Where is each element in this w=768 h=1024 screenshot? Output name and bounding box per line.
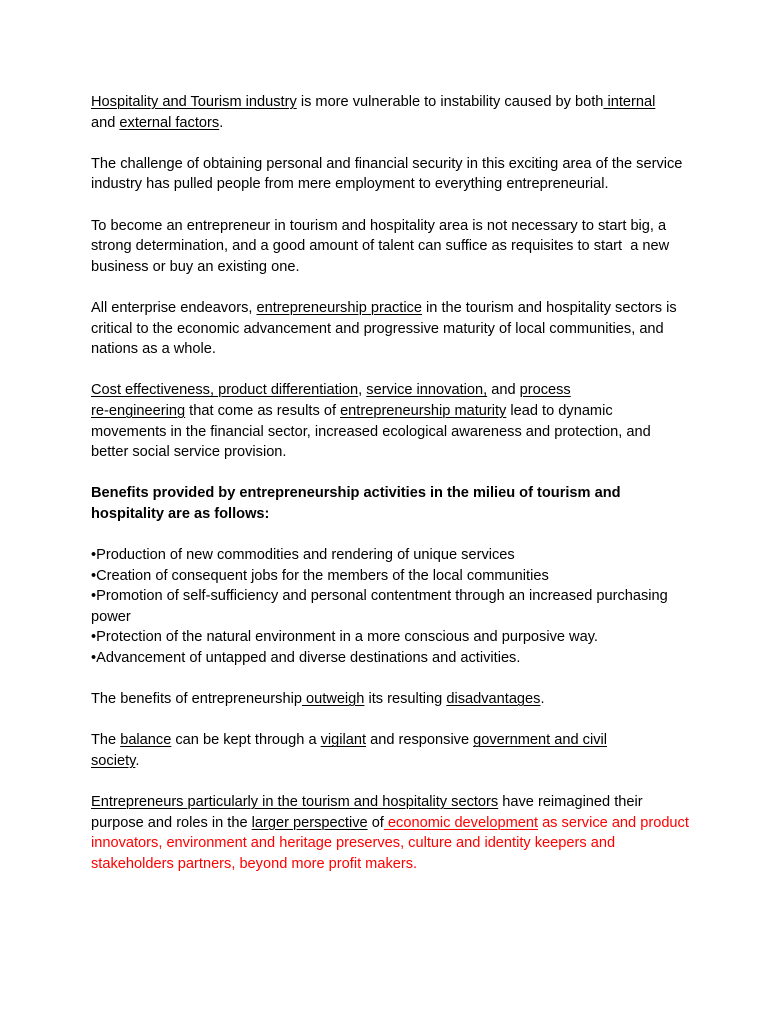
text-span: that come as results of (185, 402, 341, 419)
term-entrepreneurship-practice: entrepreneurship practice (256, 299, 422, 316)
text-span: can be kept through a (171, 732, 321, 749)
text-span: and (487, 382, 520, 399)
benefits-heading: Benefits provided by entrepreneurship activities in the milieu of tourism and hospitality are as follows: (91, 485, 625, 522)
term-entrepreneurs-tourism-hospitality: Entrepreneurs particularly in the tourism and hospitality sectors (91, 794, 499, 811)
text-span: and responsive (366, 732, 474, 749)
list-item: •Production of new commodities and rendering of unique services (91, 547, 515, 564)
benefits-list (91, 545, 691, 669)
list-item: •Protection of the natural environment in a more conscious and purposive way. (91, 629, 598, 646)
document-body (91, 92, 691, 895)
term-service-innovation: service innovation, (366, 382, 488, 399)
paragraph-challenge: The challenge of obtaining personal and financial security in this exciting area of the service industry has pulled people from mere employment to everything entrepreneurial. (91, 155, 687, 193)
term-external-factors: external factors (119, 114, 220, 131)
text-span: All enterprise endeavors, (91, 299, 257, 316)
text-span: The benefits of entrepreneurship (91, 691, 302, 708)
paragraph-entrepreneurs-reimagined (91, 792, 691, 874)
term-entrepreneurship-maturity: entrepreneurship maturity (340, 402, 507, 419)
text-span: of (367, 814, 384, 831)
paragraph-cost-effectiveness (91, 380, 691, 462)
text-span: . (135, 753, 140, 769)
list-item: •Promotion of self-sufficiency and personal contentment through an increased purchasing power (91, 588, 672, 625)
term-hospitality-tourism-industry: Hospitality and Tourism industry (91, 94, 297, 110)
list-item: •Creation of consequent jobs for the members of the local communities (91, 567, 549, 584)
term-vigilant: vigilant (320, 732, 367, 749)
text-span: , (358, 382, 367, 399)
term-internal: internal (603, 94, 656, 110)
term-outweigh: outweigh (301, 691, 365, 708)
text-span: lead to dynamic movements in the financial sector, increased ecological awareness and protection, and better social service provision. (91, 402, 655, 461)
text-span: in the tourism and hospitality sectors is critical to the economic advancement and progressive maturity of local communities, and nations as a whole. (91, 299, 681, 358)
text-span: The (91, 732, 121, 749)
paragraph-benefits-outweigh (91, 689, 691, 710)
text-span: . (219, 114, 224, 131)
term-cost-effectiveness: Cost effectiveness, product differentiation (91, 382, 359, 399)
text-span: and (91, 114, 116, 131)
list-item: •Advancement of untapped and diverse destinations and activities. (91, 650, 521, 667)
text-span: is more vulnerable to instability caused by both (296, 94, 604, 110)
text-span: have reimagined their purpose and roles in the (91, 794, 647, 831)
term-balance: balance (120, 732, 172, 749)
paragraph-balance (91, 730, 691, 771)
highlighted-text-span: as service and product innovators, environment and heritage preserves, culture and identity keepers and stakeholders partners, beyond more profit makers. (91, 814, 693, 872)
paragraph-becoming-entrepreneur: To become an entrepreneur in tourism and hospitality area is not necessary to start big, a strong determination, and a good amount of talent can suffice as requisites to start a new business or buy an existing one. (91, 217, 674, 275)
paragraph-vulnerability (91, 92, 691, 133)
text-span: its resulting (364, 691, 447, 708)
term-government-civil-society: government and civil society (91, 732, 608, 769)
text-span: . (540, 691, 545, 708)
term-larger-perspective: larger perspective (251, 814, 368, 831)
term-economic-development: economic development (383, 814, 539, 831)
term-process-reengineering: process re-engineering (91, 382, 571, 419)
term-disadvantages: disadvantages (446, 691, 541, 708)
paragraph-enterprise-endeavors (91, 298, 691, 360)
